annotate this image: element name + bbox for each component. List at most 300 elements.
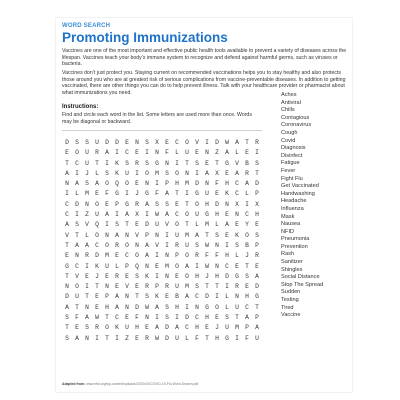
grid-letter[interactable]: M <box>155 169 159 177</box>
grid-letter[interactable]: D <box>195 180 199 188</box>
grid-letter[interactable]: R <box>115 241 119 249</box>
grid-letter[interactable]: A <box>235 139 239 146</box>
grid-letter[interactable]: O <box>125 241 129 249</box>
grid-letter[interactable]: I <box>155 314 159 322</box>
grid-letter[interactable]: N <box>145 262 149 270</box>
grid-letter[interactable]: P <box>175 252 179 260</box>
grid-letter[interactable]: C <box>175 211 179 219</box>
grid-letter[interactable]: G <box>155 159 159 167</box>
grid-letter[interactable]: W <box>205 262 209 270</box>
grid-letter[interactable]: E <box>215 190 219 198</box>
grid-letter[interactable]: R <box>165 283 169 291</box>
grid-letter[interactable]: S <box>165 314 169 322</box>
grid-letter[interactable]: D <box>255 283 259 291</box>
grid-letter[interactable]: R <box>235 283 239 291</box>
grid-letter[interactable]: I <box>175 314 179 322</box>
grid-letter[interactable]: G <box>195 190 199 198</box>
grid-letter[interactable]: R <box>245 169 249 177</box>
grid-letter[interactable]: C <box>95 241 99 249</box>
grid-letter[interactable]: R <box>175 241 179 249</box>
grid-letter[interactable]: N <box>85 303 89 311</box>
grid-letter[interactable]: R <box>145 283 149 291</box>
grid-letter[interactable]: N <box>75 252 79 260</box>
grid-letter[interactable]: F <box>105 190 109 198</box>
grid-letter[interactable]: A <box>225 221 229 229</box>
grid-letter[interactable]: T <box>245 139 249 146</box>
grid-letter[interactable]: A <box>115 231 119 239</box>
grid-letter[interactable]: S <box>195 241 199 249</box>
grid-letter[interactable]: M <box>105 252 109 260</box>
grid-letter[interactable]: T <box>235 314 239 322</box>
grid-letter[interactable]: P <box>145 231 149 239</box>
grid-letter[interactable]: N <box>215 241 219 249</box>
grid-letter[interactable]: J <box>135 190 139 198</box>
grid-letter[interactable]: J <box>205 272 209 280</box>
grid-letter[interactable]: H <box>255 211 259 219</box>
grid-letter[interactable]: D <box>165 324 169 332</box>
grid-letter[interactable]: R <box>145 334 149 342</box>
grid-letter[interactable]: C <box>125 252 129 260</box>
grid-letter[interactable]: E <box>165 293 169 301</box>
grid-letter[interactable]: J <box>245 252 249 260</box>
grid-letter[interactable]: N <box>65 283 69 291</box>
grid-letter[interactable]: I <box>125 190 129 198</box>
grid-letter[interactable]: L <box>235 252 239 260</box>
grid-letter[interactable]: T <box>175 190 179 198</box>
grid-letter[interactable]: A <box>125 211 129 219</box>
grid-letter[interactable]: X <box>155 139 159 146</box>
grid-letter[interactable]: P <box>125 262 129 270</box>
grid-letter[interactable]: U <box>235 303 239 311</box>
grid-letter[interactable]: A <box>185 293 189 301</box>
grid-letter[interactable]: N <box>125 303 129 311</box>
grid-letter[interactable]: O <box>105 241 109 249</box>
grid-letter[interactable]: N <box>205 149 209 157</box>
grid-letter[interactable]: O <box>175 221 179 229</box>
grid-letter[interactable]: T <box>215 283 219 291</box>
grid-letter[interactable]: A <box>65 221 69 229</box>
grid-letter[interactable]: O <box>195 200 199 208</box>
grid-letter[interactable]: H <box>215 272 219 280</box>
grid-letter[interactable]: M <box>185 283 189 291</box>
grid-letter[interactable]: S <box>245 272 249 280</box>
grid-letter[interactable]: G <box>205 211 209 219</box>
grid-letter[interactable]: S <box>255 231 259 239</box>
grid-letter[interactable]: Z <box>215 149 219 157</box>
grid-letter[interactable]: I <box>155 272 159 280</box>
grid-letter[interactable]: A <box>65 303 69 311</box>
grid-letter[interactable]: S <box>135 272 139 280</box>
grid-letter[interactable]: I <box>155 180 159 188</box>
grid-letter[interactable]: U <box>225 324 229 332</box>
grid-letter[interactable]: O <box>185 252 189 260</box>
grid-letter[interactable]: Q <box>135 262 139 270</box>
grid-letter[interactable]: A <box>105 149 109 157</box>
grid-letter[interactable]: U <box>175 283 179 291</box>
grid-letter[interactable]: S <box>105 169 109 177</box>
grid-letter[interactable]: A <box>115 293 119 301</box>
grid-letter[interactable]: E <box>105 272 109 280</box>
grid-letter[interactable]: R <box>195 252 199 260</box>
grid-letter[interactable]: A <box>85 241 89 249</box>
grid-letter[interactable]: E <box>95 190 99 198</box>
grid-letter[interactable]: B <box>245 241 249 249</box>
grid-letter[interactable]: U <box>175 334 179 342</box>
grid-letter[interactable]: U <box>125 324 129 332</box>
grid-letter[interactable]: W <box>145 303 149 311</box>
grid-letter[interactable]: U <box>195 211 199 219</box>
grid-letter[interactable]: D <box>215 139 219 146</box>
grid-letter[interactable]: S <box>155 200 159 208</box>
grid-letter[interactable]: G <box>205 303 209 311</box>
grid-letter[interactable]: I <box>185 190 189 198</box>
grid-letter[interactable]: L <box>85 231 89 239</box>
grid-letter[interactable]: G <box>125 200 129 208</box>
grid-letter[interactable]: U <box>155 221 159 229</box>
grid-letter[interactable]: F <box>165 149 169 157</box>
grid-letter[interactable]: T <box>215 159 219 167</box>
grid-letter[interactable]: V <box>235 159 239 167</box>
grid-letter[interactable]: S <box>235 241 239 249</box>
grid-letter[interactable]: D <box>115 139 119 146</box>
grid-letter[interactable]: F <box>75 314 79 322</box>
grid-letter[interactable]: C <box>65 200 69 208</box>
grid-letter[interactable]: M <box>185 180 189 188</box>
grid-letter[interactable]: X <box>235 200 239 208</box>
grid-letter[interactable]: H <box>225 180 229 188</box>
grid-letter[interactable]: A <box>75 241 79 249</box>
grid-letter[interactable]: E <box>225 231 229 239</box>
grid-letter[interactable]: C <box>115 314 119 322</box>
grid-letter[interactable]: U <box>85 149 89 157</box>
grid-letter[interactable]: E <box>145 324 149 332</box>
grid-letter[interactable]: C <box>235 190 239 198</box>
grid-letter[interactable]: I <box>65 190 69 198</box>
grid-letter[interactable]: A <box>105 211 109 219</box>
grid-letter[interactable]: N <box>235 293 239 301</box>
grid-letter[interactable]: B <box>175 293 179 301</box>
grid-letter[interactable]: S <box>165 303 169 311</box>
grid-letter[interactable]: E <box>135 334 139 342</box>
grid-letter[interactable]: O <box>125 180 129 188</box>
grid-letter[interactable]: E <box>125 314 129 322</box>
grid-letter[interactable]: V <box>155 241 159 249</box>
grid-letter[interactable]: A <box>95 180 99 188</box>
grid-letter[interactable]: O <box>105 324 109 332</box>
grid-letter[interactable]: T <box>75 231 79 239</box>
grid-letter[interactable]: E <box>165 139 169 146</box>
grid-letter[interactable]: V <box>165 221 169 229</box>
grid-letter[interactable]: N <box>155 149 159 157</box>
grid-letter[interactable]: U <box>85 159 89 167</box>
grid-letter[interactable]: R <box>255 252 259 260</box>
grid-letter[interactable]: O <box>245 231 249 239</box>
grid-letter[interactable]: A <box>175 324 179 332</box>
grid-letter[interactable]: I <box>105 159 109 167</box>
grid-letter[interactable]: E <box>135 180 139 188</box>
grid-letter[interactable]: S <box>215 231 219 239</box>
grid-letter[interactable]: K <box>155 293 159 301</box>
grid-letter[interactable]: C <box>235 180 239 188</box>
grid-letter[interactable]: X <box>135 211 139 219</box>
grid-letter[interactable]: E <box>195 149 199 157</box>
grid-letter[interactable]: S <box>165 169 169 177</box>
grid-letter[interactable]: H <box>205 314 209 322</box>
grid-letter[interactable]: E <box>245 283 249 291</box>
grid-letter[interactable]: A <box>255 272 259 280</box>
grid-letter[interactable]: P <box>165 180 169 188</box>
grid-letter[interactable]: E <box>125 272 129 280</box>
grid-letter[interactable]: C <box>245 211 249 219</box>
grid-letter[interactable]: I <box>95 334 99 342</box>
grid-letter[interactable]: L <box>95 169 99 177</box>
grid-letter[interactable]: E <box>115 283 119 291</box>
grid-letter[interactable]: A <box>205 169 209 177</box>
word-search-grid[interactable] <box>62 138 262 344</box>
grid-letter[interactable]: X <box>215 169 219 177</box>
grid-letter[interactable]: V <box>85 221 89 229</box>
grid-letter[interactable]: E <box>65 252 69 260</box>
grid-letter[interactable]: I <box>255 149 259 157</box>
grid-letter[interactable]: O <box>215 303 219 311</box>
grid-letter[interactable]: T <box>185 221 189 229</box>
grid-letter[interactable]: P <box>255 241 259 249</box>
grid-letter[interactable]: T <box>65 159 69 167</box>
grid-letter[interactable]: E <box>125 139 129 146</box>
grid-letter[interactable]: T <box>105 314 109 322</box>
grid-letter[interactable]: A <box>165 190 169 198</box>
grid-letter[interactable]: L <box>225 303 229 311</box>
grid-letter[interactable]: T <box>185 159 189 167</box>
grid-letter[interactable]: K <box>235 231 239 239</box>
grid-letter[interactable]: I <box>115 334 119 342</box>
grid-letter[interactable]: I <box>195 169 199 177</box>
grid-letter[interactable]: E <box>205 324 209 332</box>
grid-letter[interactable]: I <box>225 283 229 291</box>
grid-letter[interactable]: C <box>195 314 199 322</box>
grid-letter[interactable]: K <box>115 169 119 177</box>
grid-letter[interactable]: L <box>245 190 249 198</box>
grid-letter[interactable]: W <box>205 241 209 249</box>
grid-letter[interactable]: R <box>255 139 259 146</box>
grid-letter[interactable]: I <box>235 334 239 342</box>
grid-letter[interactable]: S <box>195 283 199 291</box>
grid-letter[interactable]: K <box>225 190 229 198</box>
grid-letter[interactable]: T <box>105 334 109 342</box>
grid-letter[interactable]: T <box>65 272 69 280</box>
grid-letter[interactable]: D <box>225 272 229 280</box>
grid-letter[interactable]: T <box>205 334 209 342</box>
grid-letter[interactable]: H <box>205 200 209 208</box>
grid-letter[interactable]: T <box>205 231 209 239</box>
grid-letter[interactable]: G <box>235 272 239 280</box>
grid-letter[interactable]: E <box>75 324 79 332</box>
grid-letter[interactable]: O <box>105 180 109 188</box>
grid-letter[interactable]: H <box>215 334 219 342</box>
grid-letter[interactable]: A <box>155 303 159 311</box>
grid-letter[interactable]: Q <box>95 221 99 229</box>
grid-letter[interactable]: K <box>115 159 119 167</box>
grid-letter[interactable]: J <box>95 272 99 280</box>
grid-letter[interactable]: R <box>85 252 89 260</box>
grid-letter[interactable]: I <box>75 169 79 177</box>
grid-letter[interactable]: G <box>115 190 119 198</box>
grid-letter[interactable]: S <box>225 314 229 322</box>
grid-letter[interactable]: I <box>75 211 79 219</box>
grid-letter[interactable]: I <box>145 211 149 219</box>
grid-letter[interactable]: I <box>175 159 179 167</box>
grid-letter[interactable]: G <box>145 190 149 198</box>
grid-letter[interactable]: A <box>145 252 149 260</box>
grid-letter[interactable]: F <box>215 180 219 188</box>
grid-letter[interactable]: S <box>145 293 149 301</box>
grid-letter[interactable]: A <box>85 314 89 322</box>
grid-letter[interactable]: F <box>245 334 249 342</box>
grid-letter[interactable]: M <box>235 324 239 332</box>
grid-letter[interactable]: C <box>75 159 79 167</box>
grid-letter[interactable]: S <box>75 221 79 229</box>
grid-letter[interactable]: D <box>65 293 69 301</box>
grid-letter[interactable]: I <box>115 211 119 219</box>
grid-letter[interactable]: O <box>145 169 149 177</box>
grid-letter[interactable]: O <box>75 149 79 157</box>
grid-letter[interactable]: T <box>65 241 69 249</box>
grid-letter[interactable]: I <box>205 139 209 146</box>
grid-letter[interactable]: C <box>125 149 129 157</box>
grid-letter[interactable]: O <box>185 211 189 219</box>
grid-letter[interactable]: M <box>165 262 169 270</box>
grid-letter[interactable]: L <box>225 293 229 301</box>
grid-letter[interactable]: N <box>65 180 69 188</box>
grid-letter[interactable]: S <box>65 334 69 342</box>
grid-letter[interactable]: S <box>75 139 79 146</box>
grid-letter[interactable]: T <box>185 200 189 208</box>
grid-letter[interactable]: U <box>125 169 129 177</box>
grid-letter[interactable]: G <box>225 334 229 342</box>
grid-letter[interactable]: E <box>235 262 239 270</box>
grid-letter[interactable]: C <box>65 211 69 219</box>
grid-letter[interactable]: D <box>165 334 169 342</box>
grid-letter[interactable]: F <box>205 252 209 260</box>
grid-letter[interactable]: T <box>95 159 99 167</box>
grid-letter[interactable]: D <box>105 139 109 146</box>
grid-letter[interactable]: D <box>65 139 69 146</box>
grid-letter[interactable]: N <box>135 241 139 249</box>
grid-letter[interactable]: U <box>175 231 179 239</box>
grid-letter[interactable]: E <box>95 293 99 301</box>
grid-letter[interactable]: N <box>85 200 89 208</box>
grid-letter[interactable]: Z <box>85 211 89 219</box>
grid-letter[interactable]: S <box>125 159 129 167</box>
grid-letter[interactable]: L <box>115 262 119 270</box>
grid-letter[interactable]: D <box>135 303 139 311</box>
grid-letter[interactable]: D <box>205 293 209 301</box>
grid-letter[interactable]: N <box>215 262 219 270</box>
grid-letter[interactable]: D <box>145 221 149 229</box>
grid-letter[interactable]: D <box>185 314 189 322</box>
grid-letter[interactable]: U <box>185 149 189 157</box>
grid-letter[interactable]: L <box>75 190 79 198</box>
grid-letter[interactable]: E <box>225 169 229 177</box>
grid-letter[interactable]: A <box>225 149 229 157</box>
grid-letter[interactable]: S <box>145 159 149 167</box>
grid-letter[interactable]: T <box>125 221 129 229</box>
grid-letter[interactable]: S <box>195 159 199 167</box>
grid-letter[interactable]: D <box>95 252 99 260</box>
grid-letter[interactable]: H <box>175 180 179 188</box>
grid-letter[interactable]: P <box>115 200 119 208</box>
grid-letter[interactable]: N <box>125 231 129 239</box>
grid-letter[interactable]: R <box>135 200 139 208</box>
grid-letter[interactable]: O <box>75 283 79 291</box>
grid-letter[interactable]: O <box>95 231 99 239</box>
grid-letter[interactable]: T <box>255 169 259 177</box>
grid-letter[interactable]: E <box>225 211 229 219</box>
grid-letter[interactable]: W <box>95 314 99 322</box>
grid-letter[interactable]: J <box>85 169 89 177</box>
grid-letter[interactable]: G <box>225 159 229 167</box>
grid-letter[interactable]: M <box>185 231 189 239</box>
grid-letter[interactable]: I <box>225 241 229 249</box>
grid-letter[interactable]: C <box>195 293 199 301</box>
grid-letter[interactable]: U <box>95 139 99 146</box>
grid-letter[interactable]: A <box>165 211 169 219</box>
grid-letter[interactable]: E <box>255 262 259 270</box>
grid-letter[interactable]: E <box>235 221 239 229</box>
grid-letter[interactable]: I <box>105 221 109 229</box>
grid-letter[interactable]: S <box>85 139 89 146</box>
grid-letter[interactable]: N <box>155 231 159 239</box>
grid-letter[interactable]: I <box>85 283 89 291</box>
grid-letter[interactable]: H <box>225 252 229 260</box>
grid-letter[interactable]: L <box>235 149 239 157</box>
grid-letter[interactable]: L <box>175 149 179 157</box>
grid-letter[interactable]: C <box>175 139 179 146</box>
grid-letter[interactable]: L <box>195 221 199 229</box>
grid-letter[interactable]: I <box>185 303 189 311</box>
grid-letter[interactable]: F <box>215 252 219 260</box>
grid-letter[interactable]: N <box>235 211 239 219</box>
grid-letter[interactable]: C <box>185 324 189 332</box>
grid-letter[interactable]: F <box>135 314 139 322</box>
grid-letter[interactable]: X <box>255 200 259 208</box>
grid-letter[interactable]: A <box>65 169 69 177</box>
grid-letter[interactable]: B <box>245 159 249 167</box>
grid-letter[interactable]: I <box>135 169 139 177</box>
grid-letter[interactable]: K <box>95 262 99 270</box>
grid-letter[interactable]: H <box>245 293 249 301</box>
grid-letter[interactable]: D <box>75 200 79 208</box>
grid-letter[interactable]: S <box>255 159 259 167</box>
grid-letter[interactable]: H <box>175 303 179 311</box>
grid-letter[interactable]: W <box>155 211 159 219</box>
grid-letter[interactable]: A <box>245 314 249 322</box>
grid-letter[interactable]: C <box>245 303 249 311</box>
grid-letter[interactable]: U <box>185 241 189 249</box>
grid-letter[interactable]: K <box>115 324 119 332</box>
grid-letter[interactable]: H <box>195 272 199 280</box>
grid-letter[interactable]: T <box>255 303 259 311</box>
grid-letter[interactable]: N <box>85 334 89 342</box>
grid-letter[interactable]: V <box>135 231 139 239</box>
grid-letter[interactable]: N <box>105 231 109 239</box>
grid-letter[interactable]: A <box>75 334 79 342</box>
grid-letter[interactable]: M <box>205 221 209 229</box>
grid-letter[interactable]: E <box>205 159 209 167</box>
grid-letter[interactable]: E <box>135 149 139 157</box>
grid-letter[interactable]: R <box>95 324 99 332</box>
grid-letter[interactable]: N <box>165 252 169 260</box>
